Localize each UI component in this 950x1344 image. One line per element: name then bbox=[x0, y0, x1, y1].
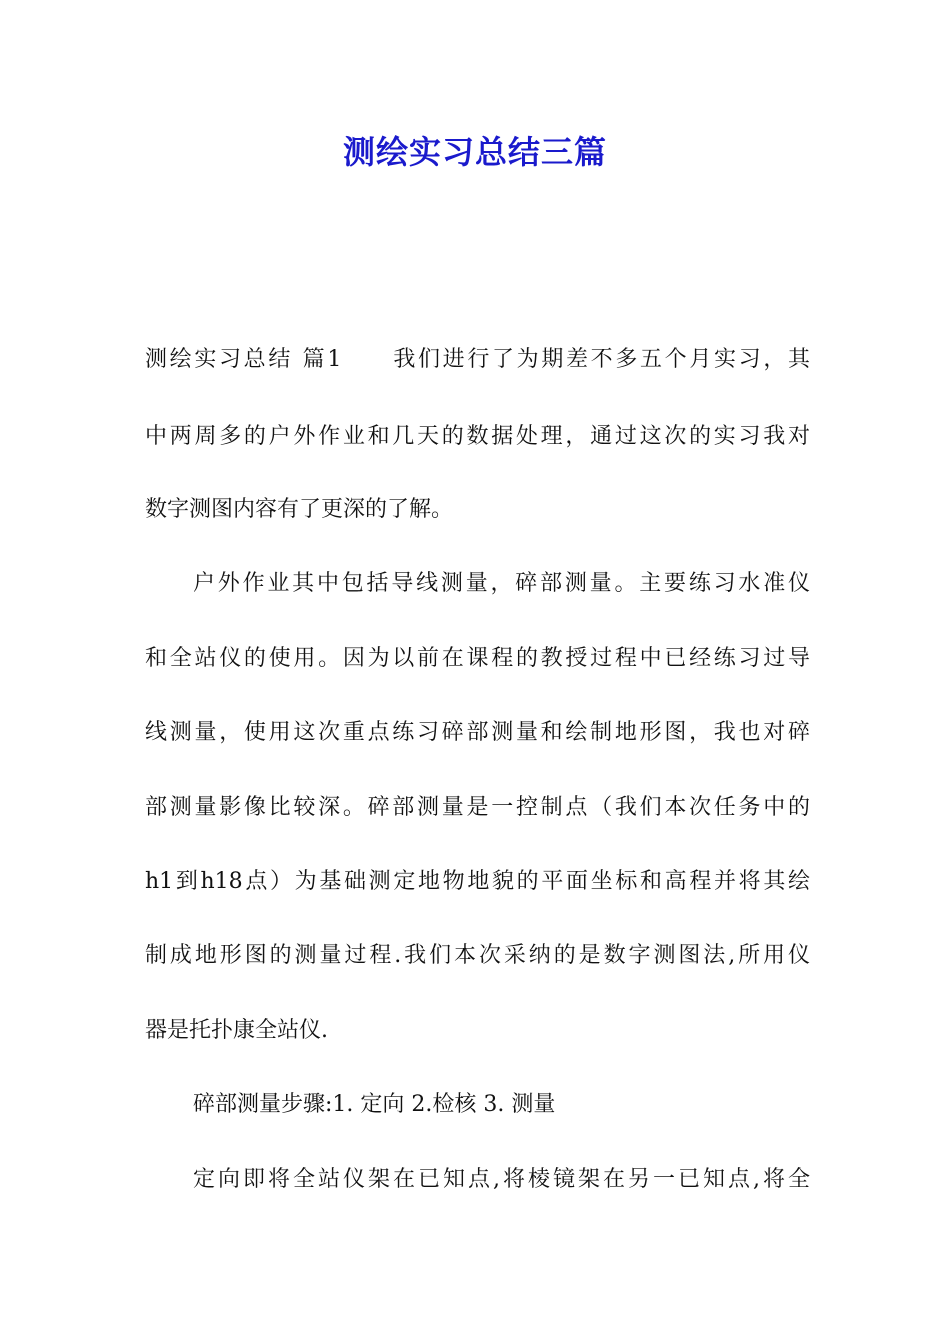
paragraph-line: 定向即将全站仪架在已知点,将棱镜架在另一已知点,将全 bbox=[193, 1167, 810, 1192]
paragraph-line: 器是托扑康全站仪. bbox=[145, 1018, 328, 1043]
paragraph-line: 碎部测量步骤:1. 定向 2.检核 3. 测量 bbox=[193, 1092, 556, 1117]
paragraph-line: 户外作业其中包括导线测量，碎部测量。主要练习水准仪 bbox=[193, 571, 810, 596]
paragraph-line: 线测量，使用这次重点练习碎部测量和绘制地形图，我也对碎 bbox=[145, 720, 810, 745]
paragraph-line: 测绘实习总结 篇1 我们进行了为期差不多五个月实习，其 bbox=[145, 347, 810, 372]
paragraph-line: h1到h18点）为基础测定地物地貌的平面坐标和高程并将其绘 bbox=[145, 869, 810, 894]
paragraph-line: 部测量影像比较深。碎部测量是一控制点（我们本次任务中的 bbox=[145, 795, 810, 820]
paragraph-line: 中两周多的户外作业和几天的数据处理，通过这次的实习我对 bbox=[145, 424, 810, 449]
paragraph-line: 制成地形图的测量过程.我们本次采纳的是数字测图法,所用仪 bbox=[145, 943, 810, 968]
document-title: 测绘实习总结三篇 bbox=[342, 133, 607, 171]
paragraph-line: 和全站仪的使用。因为以前在课程的教授过程中已经练习过导 bbox=[145, 646, 810, 671]
paragraph-line: 数字测图内容有了更深的了解。 bbox=[145, 497, 454, 522]
